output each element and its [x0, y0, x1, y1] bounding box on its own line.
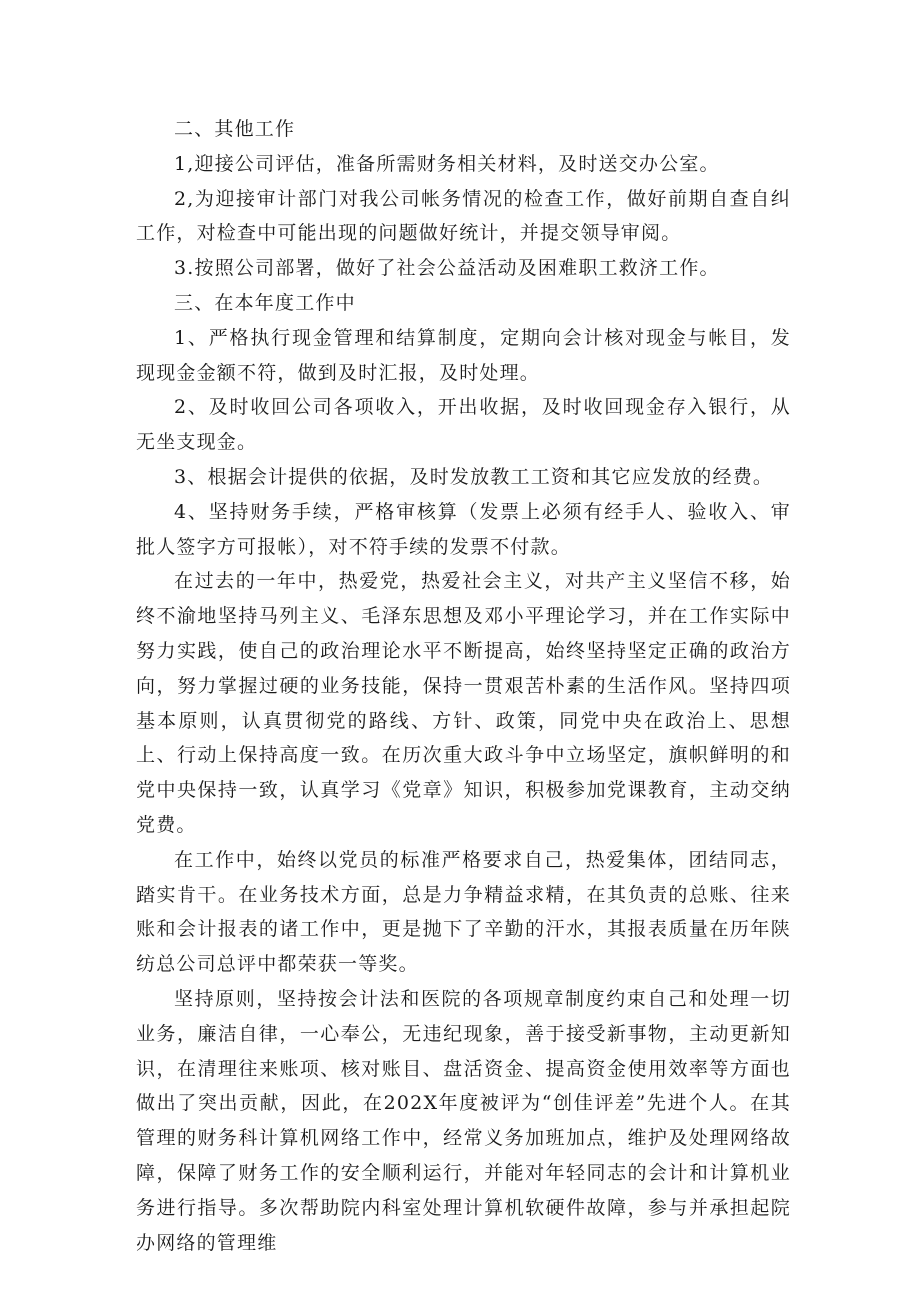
paragraph-wage-payment: 3、根据会计提供的依据，及时发放教工工资和其它应发放的经费。	[174, 465, 774, 488]
paragraph-income-collection: 2、及时收回公司各项收入，开出收据，及时收回现金存入银行，从无坐支现金。	[136, 396, 791, 454]
paragraph-principles: 坚持原则，坚持按会计法和医院的各项规章制度约束自己和处理一切业务，廉洁自律，一心奉公，无违纪现象，善于接受新事物，主动更新知识，在清理往来账项、核对账目、盘活资金、提高资金使用效率等方面也做出了突出贡献，因此，在202X年度被评为“创佳评差”先进个人。在其管理的财务科计算机网络工作中，经常义务加班加点，维护及处理网络故障，保障了财务工作的安全顺利运行，并能对年轻同志的会计和计算机业务进行指导。多次帮助院内科室处理计算机软硬件故障，参与并承担起院办网络的管理维	[136, 987, 791, 1254]
paragraph-item-3: 3.按照公司部署，做好了社会公益活动及困难职工救济工作。	[174, 257, 720, 280]
paragraph-political-study: 在过去的一年中，热爱党，热爱社会主义，对共产主义坚信不移，始终不渝地坚持马列主义、毛泽东思想及邓小平理论学习，并在工作实际中努力实践，使自己的政治理论水平不断提高，始终坚持坚定正确的政治方向，努力掌握过硬的业务技能，保持一贯艰苦朴素的生活作风。坚持四项基本原则，认真贯彻党的路线、方针、政策，同党中央在政治上、思想上、行动上保持高度一致。在历次重大政斗争中立场坚定，旗帜鲜明的和党中央保持一致，认真学习《党章》知识，积极参加党课教育，主动交纳党费。	[136, 570, 791, 836]
section-heading-other-work: 二、其他工作	[174, 118, 296, 140]
paragraph-item-1: 1,迎接公司评估，准备所需财务相关材料，及时送交办公室。	[174, 152, 720, 175]
section-heading-this-year: 三、在本年度工作中	[174, 291, 356, 314]
paragraph-work-performance: 在工作中，始终以党员的标准严格要求自己，热爱集体，团结同志，踏实肯干。在业务技术方面，总是力争精益求精，在其负责的总账、往来账和会计报表的诸工作中，更是抛下了辛勤的汗水，其报表质量在历年陕纺总公司总评中都荣获一等奖。	[136, 848, 791, 976]
document-body	[136, 112, 791, 1260]
paragraph-cash-management: 1、严格执行现金管理和结算制度，定期向会计核对现金与帐目，发现现金金额不符，做到及时汇报，及时处理。	[136, 326, 791, 384]
paragraph-financial-procedures: 4、坚持财务手续，严格审核算（发票上必须有经手人、验收入、审批人签字方可报帐），对不符手续的发票不付款。	[136, 500, 791, 558]
paragraph-item-2: 2,为迎接审计部门对我公司帐务情况的检查工作，做好前期自查自纠工作，对检查中可能出现的问题做好统计，并提交领导审阅。	[136, 187, 791, 245]
